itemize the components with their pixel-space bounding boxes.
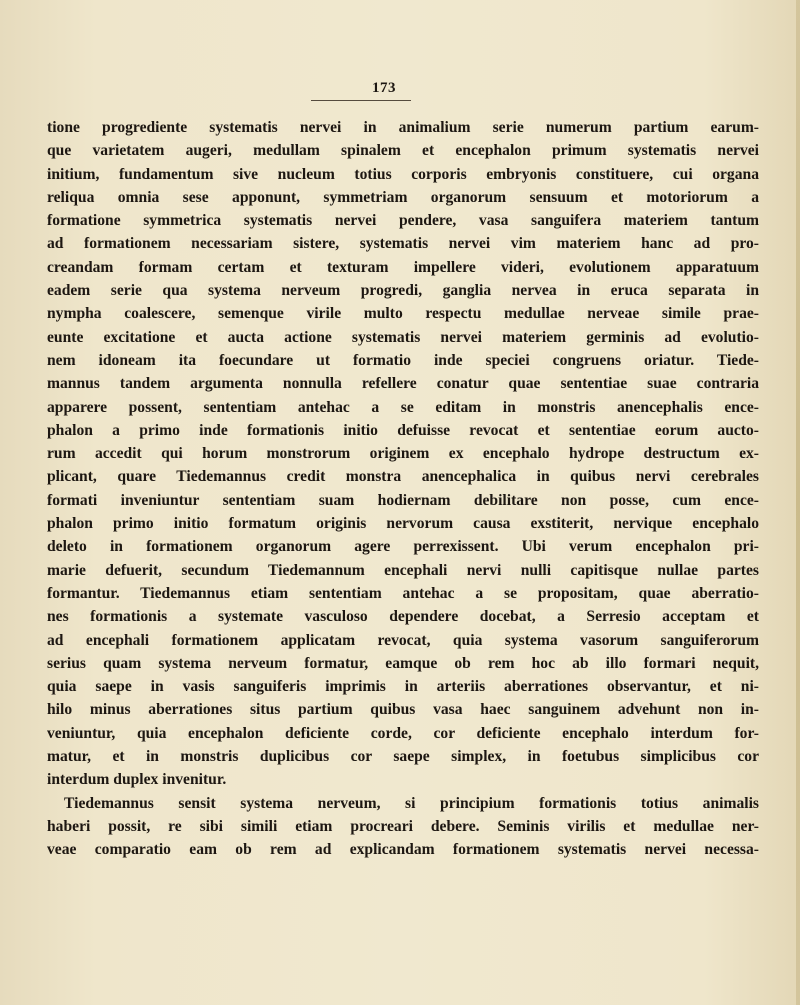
text-line: ad formationem necessariam sistere, systematis nervei vim materiem hanc ad pro- [47, 235, 759, 253]
text-line: phalon a primo inde formationis initio defuisse revocat et sententiae eorum aucto- [47, 421, 759, 439]
text-line: tione progrediente systematis nervei in animalium serie numerum partium earum- [47, 119, 759, 136]
text-line: veae comparatio eam ob rem ad explicandam formationem systematis nervei necessa- [47, 841, 759, 859]
text-line: nympha coalescere, semenque virile multo respectu medullae nerveae simile prae- [47, 305, 759, 323]
text-line: matur, et in monstris duplicibus cor saepe simplex, in foetubus simplicibus cor [47, 748, 759, 766]
paragraph-end-line: interdum duplex invenitur. [47, 771, 227, 789]
header-rule [311, 100, 411, 101]
text-line: formatione symmetrica systematis nervei pendere, vasa sanguifera materiem tantum [47, 212, 759, 230]
text-line: quia saepe in vasis sanguiferis imprimis in arteriis aberrationes observantur, et ni- [47, 678, 759, 696]
text-line: apparere possent, sententiam antehac a se editam in monstris anencephalis ence- [47, 398, 759, 416]
text-line: marie defuerit, secundum Tiedemannum encephali nervi nulli capitisque nullae partes [47, 561, 759, 579]
text-line: haberi possit, re sibi simili etiam procreari debere. Seminis virilis et medullae ner- [47, 817, 759, 835]
text-line: nes formationis a systemate vasculoso dependere docebat, a Serresio acceptam et [47, 608, 759, 626]
text-line: formati inveniuntur sententiam suam hodiernam debilitare non posse, cum ence- [47, 491, 759, 509]
text-line: creandam formam certam et texturam impellere videri, evolutionem apparatuum [47, 258, 759, 276]
text-line: rum accedit qui horum monstrorum originem ex encephalo hydrope destructum ex- [47, 445, 759, 463]
text-line: mannus tandem argumenta nonnulla refellere conatur quae sententiae suae contraria [47, 375, 759, 393]
text-line: initium, fundamentum sive nucleum totius corporis embryonis constituere, cui organa [47, 165, 759, 183]
text-line: plicant, quare Tiedemannus credit monstra anencephalica in quibus nervi cerebrales [47, 468, 759, 486]
text-line: reliqua omnia sese apponunt, symmetriam organorum sensuum et motoriorum a [47, 188, 759, 206]
text-line: que varietatem augeri, medullam spinalem et encephalon primum systematis nervei [47, 142, 759, 160]
text-line: serius quam systema nerveum formatur, eamque ob rem hoc ab illo formari nequit, [47, 654, 759, 672]
text-line: eadem serie qua systema nerveum progredi, ganglia nervea in eruca separata in [47, 282, 759, 300]
page-edge [796, 0, 800, 1005]
page-number: 173 [372, 80, 396, 96]
text-line: formantur. Tiedemannus etiam sententiam antehac a se propositam, quae aberratio- [47, 584, 759, 602]
body-text [47, 116, 759, 862]
text-line: phalon primo initio formatum originis nervorum causa exstiterit, nervique encephalo [47, 515, 759, 533]
text-line: deleto in formationem organorum agere perrexissent. Ubi verum encephalon pri- [47, 538, 759, 556]
text-line: ad encephali formationem applicatam revocat, quia systema vasorum sanguiferorum [47, 631, 759, 649]
text-line: eunte excitatione et aucta actione systematis nervei materiem germinis ad evolutio- [47, 328, 759, 346]
text-line: hilo minus aberrationes situs partium quibus vasa haec sanguinem advehunt non in- [47, 701, 759, 719]
text-line: veniuntur, quia encephalon deficiente corde, cor deficiente encephalo interdum for- [47, 724, 759, 742]
text-line: nem idoneam ita foecundare ut formatio inde speciei congruens oriatur. Tiede- [47, 351, 759, 369]
paragraph-start-line: Tiedemannus sensit systema nerveum, si principium formationis totius animalis [64, 794, 759, 812]
